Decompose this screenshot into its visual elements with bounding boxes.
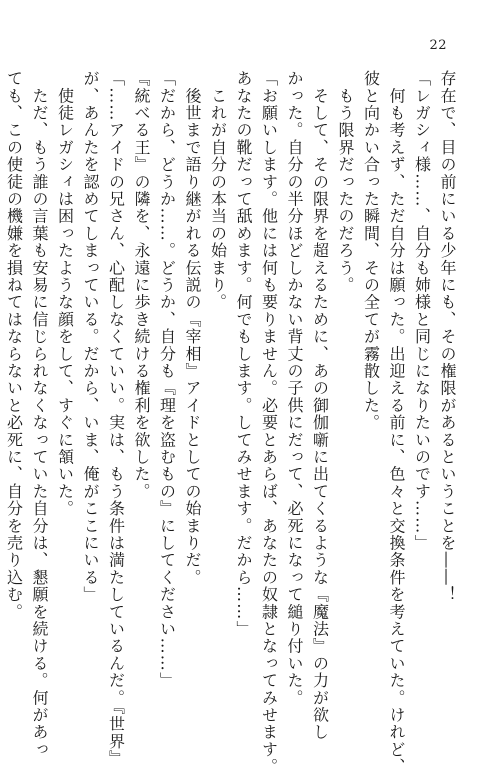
text-line: 使徒レガシィは困ったような顔をして、すぐに頷いた。 <box>55 70 75 518</box>
vertical-text-block <box>4 70 460 775</box>
text-line: 「……アイドの兄さん、心配しなくていい。実は、もう条件は満たしているんだ。『世界』 <box>106 70 126 768</box>
text-line: 「だから、どうか……。どうか、自分も『理を盗むもの』にしてください……」 <box>157 70 177 690</box>
text-line: 彼と向かい合った瞬間、その全てが霧散した。 <box>361 70 381 432</box>
text-line: 『統べる王』の隣を、永遠に歩き続ける権利を欲した。 <box>132 70 151 500</box>
text-line: が、あんたを認めてしまっている。だから、いま、俺がここにいる」 <box>81 70 100 604</box>
text-line: そして、その限界を超えるために、あの御伽噺に出てくるような『魔法』の力が欲し <box>310 70 330 741</box>
text-line: あなたの靴だって舐めます。何でもします。してみせます。だから……」 <box>234 70 253 638</box>
text-line: 「レガシィ様……、自分も姉様と同じになりたいのです……」 <box>412 70 432 552</box>
text-line: かった。自分の半分ほどしかない背丈の子供にだって、必死になって縋り付いた。 <box>285 70 304 707</box>
text-line: 何も考えず、ただ自分は願った。出迎える前に、色々と交換条件を考えていた。けれど、 <box>387 70 406 775</box>
text-line: 存在で、目の前にいる少年にも、その権限があるということを――！ <box>438 70 457 604</box>
text-line: もう限界だったのだろう。 <box>336 70 355 294</box>
text-line: これが自分の本当の始まり。 <box>208 70 228 311</box>
text-line: 後世まで語り継がれる伝説の『宰相』アイドとしての始まりだ。 <box>183 70 202 586</box>
text-line: ても、この使徒の機嫌を損ねてはならないと必死に、自分を売り込む。 <box>4 70 24 621</box>
text-line: ただ、もう誰の言葉も安易に信じられなくなっていた自分は、懇願を続ける。何があっ <box>30 70 49 758</box>
text-line: 「お願いします。他には何も要りません。必要とあらば、あなたの奴隷となってみせます。 <box>259 70 279 775</box>
page-number: 22 <box>429 38 447 53</box>
